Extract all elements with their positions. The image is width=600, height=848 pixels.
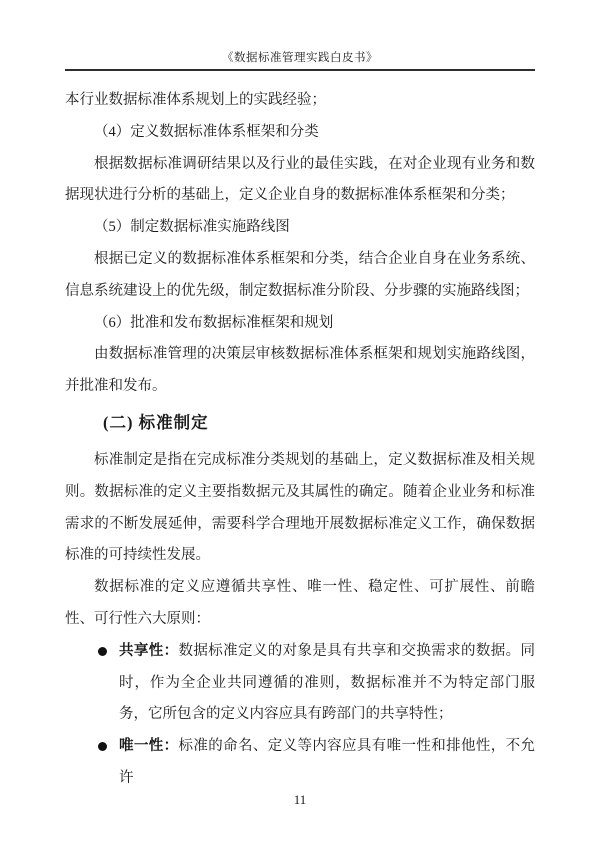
bullet-content [119,636,535,731]
bullet-text: 标准的命名、定义等内容应具有唯一性和排他性，不允许 [119,738,536,786]
bullet-item [65,636,535,731]
numbered-item: （5）制定数据标准实施路线图 [94,219,290,236]
bullet-label: 共享性： [119,642,179,659]
bullet-marker-icon [98,647,107,656]
bullet-text: 数据标准定义的对象是具有共享和交换需求的数据。同时，作为全企业共同遵循的准则，数据标准并不为特定部门服务，它所包含的定义内容应具有跨部门的共享特性； [119,642,536,723]
section-heading: (二) 标准制定 [103,412,209,432]
paragraph: 本行业数据标准体系规划上的实践经验； [65,92,326,108]
page-body [65,71,535,795]
paragraph: 数据标准的定义应遵循共享性、唯一性、稳定性、可扩展性、前瞻性、可行性六大原则： [65,579,535,627]
page-header [65,0,535,71]
page-footer [0,792,600,808]
paragraph: 由数据标准管理的决策层审核数据标准体系框架和规划实施路线图，并批准和发布。 [65,346,535,395]
numbered-item: （6）批准和发布数据标准框架和规划 [94,314,334,331]
paragraph: 根据已定义的数据标准体系框架和分类，结合企业自身在业务系统、信息系统建设上的优先级，制定数据标准分阶段、分步骤的实施路线图； [65,250,535,299]
bullet-content [119,731,535,795]
bullet-item [65,731,535,795]
paragraph: 标准制定是指在完成标准分类规划的基础上，定义数据标准及相关规则。数据标准的定义主要指数据元及其属性的确定。随着企业业务和标准需求的不断发展延伸，需要科学合理地开展数据标准定义工作，确保数据标准的可持续性发展。 [65,451,535,564]
bullet-marker-icon [98,742,107,751]
page-number: 11 [293,792,307,807]
numbered-item: （4）定义数据标准体系框架和分类 [94,123,319,140]
page-header-title: 《数据标准管理实践白皮书》 [222,52,378,64]
paragraph: 根据数据标准调研结果以及行业的最佳实践，在对企业现有业务和数据现状进行分析的基础上，定义企业自身的数据标准体系框架和分类； [65,155,535,204]
bullet-label: 唯一性： [119,738,179,755]
